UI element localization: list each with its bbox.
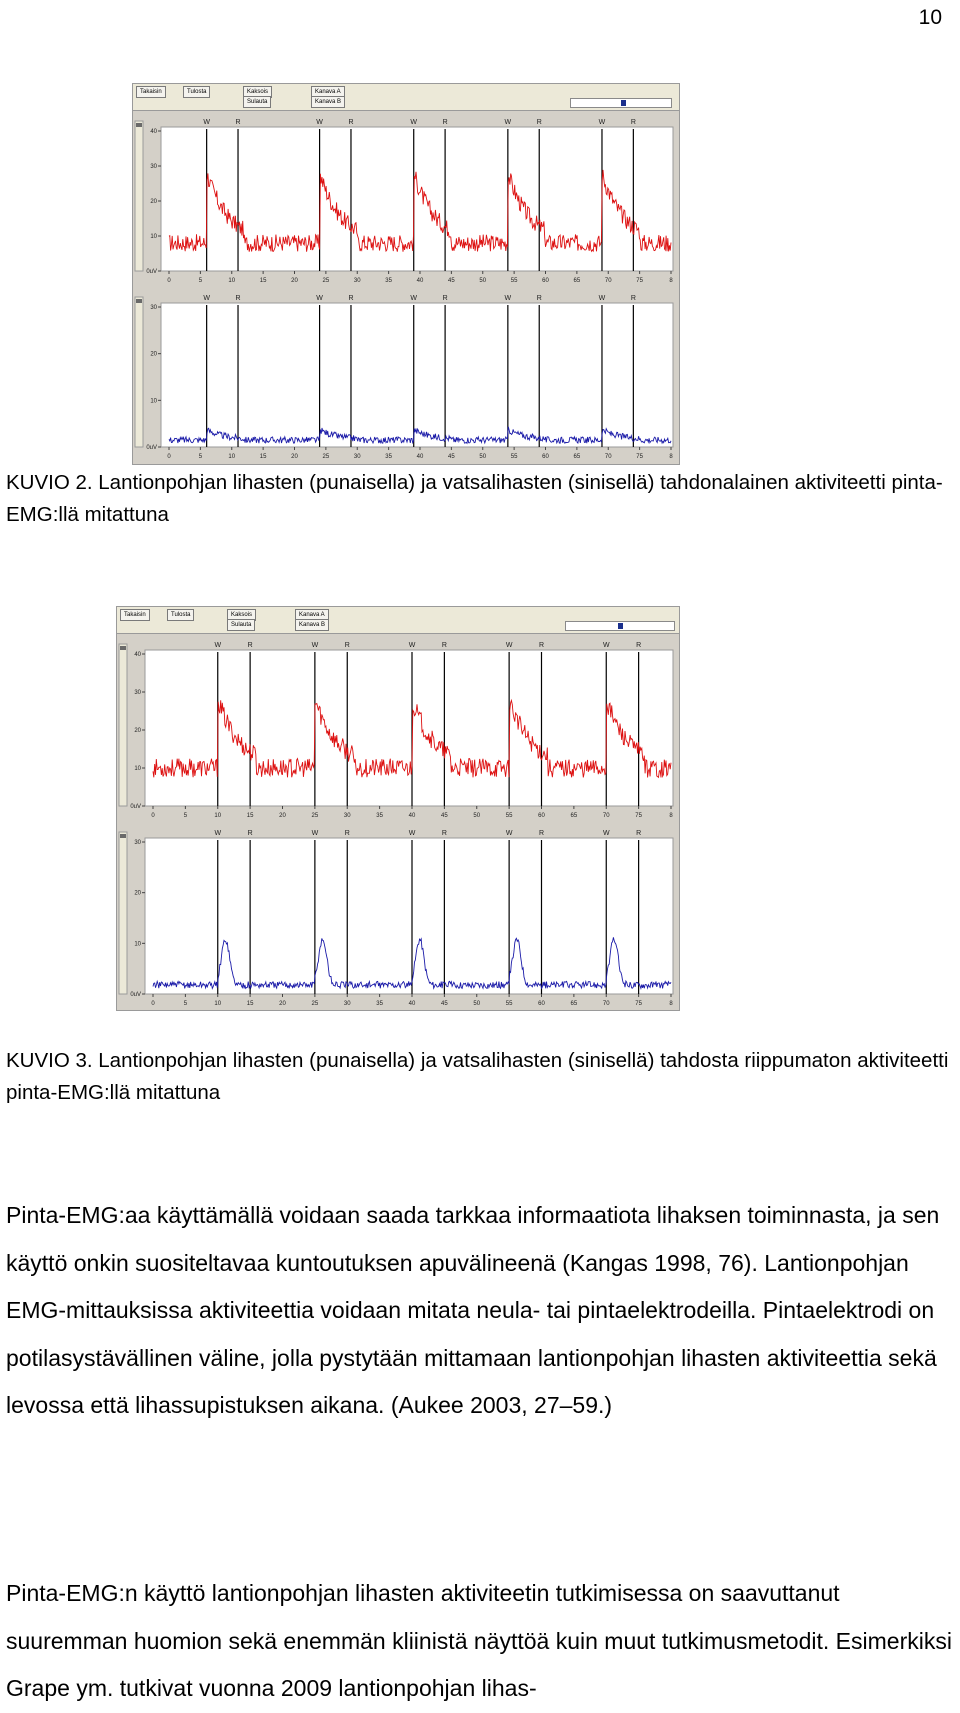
marker-label: W [214, 642, 222, 649]
x-tick-label: 20 [279, 813, 286, 819]
channel-a-button[interactable]: Kanava A [295, 609, 329, 621]
x-tick-label: 15 [259, 454, 267, 460]
x-tick-label: 60 [538, 1001, 545, 1007]
x-tick-label: 55 [505, 813, 513, 819]
marker-label: R [442, 119, 448, 126]
x-tick-label: 15 [246, 813, 254, 819]
x-tick-label: 15 [259, 278, 267, 284]
x-tick-label: 45 [441, 813, 448, 819]
marker-label: R [630, 295, 636, 302]
y-tick-label: 0uV [130, 992, 141, 998]
x-tick-label: 10 [228, 278, 236, 284]
x-tick-label: 70 [604, 278, 612, 284]
marker-label: R [441, 642, 447, 649]
back-button[interactable]: Takaisin [120, 609, 150, 621]
marker-label: W [504, 295, 512, 302]
channel-a-button[interactable]: Kanava A [311, 86, 345, 98]
x-tick-label: 0 [151, 813, 155, 819]
marker-label: R [235, 295, 241, 302]
x-tick-label: 25 [311, 1001, 319, 1007]
figure-toolbar [117, 607, 679, 634]
marker-label: R [536, 119, 542, 126]
x-tick-label: 5 [198, 278, 203, 284]
marker-label: R [538, 642, 545, 649]
x-tick-label: 25 [322, 454, 330, 460]
x-tick-label: 8 [669, 1001, 673, 1007]
x-tick-label: 5 [183, 1001, 188, 1007]
marker-label: R [441, 830, 447, 837]
x-tick-label: 8 [669, 454, 673, 460]
x-tick-label: 65 [570, 813, 578, 819]
figure-2-caption: KUVIO 2. Lantionpohjan lihasten (punaisella) ja vatsalihasten (sinisellä) tahdonalainen aktiviteetti pinta-EMG:llä mitattuna [6, 471, 943, 526]
marker-label: W [203, 119, 210, 126]
x-tick-label: 15 [246, 1001, 254, 1007]
y-tick-label: 0uV [130, 804, 141, 810]
emg-plot [133, 111, 679, 464]
marker-label: W [408, 830, 416, 837]
x-tick-label: 40 [408, 813, 416, 819]
x-tick-label: 55 [510, 454, 518, 460]
body-paragraph: Pinta-EMG:aa käyttämällä voidaan saada tarkkaa informaatiota lihaksen toiminnasta, ja sen käyttö onkin suositeltavaa kuntoutuksen apuvälineenä (Kangas 1998, 76). Lantionpohjan EMG-mittauksissa aktiviteettia voidaan mitata neula- tai pintaelektrodeilla. Pintaelektrodi on potilasystävällinen väline, jolla pystytään mittamaan lantionpohjan lihasten aktiviteettia sekä levossa että lihassupistuksen aikana. (Aukee 2003, 27–59.) [6, 1202, 940, 1418]
marker-label: W [602, 830, 610, 837]
zoom-slider-handle [120, 834, 126, 838]
marker-label: W [505, 830, 513, 837]
marker-label: R [247, 830, 253, 837]
scrollbar-thumb[interactable] [621, 100, 626, 106]
x-tick-label: 35 [385, 454, 392, 460]
x-tick-label: 30 [353, 454, 361, 460]
x-tick-label: 55 [505, 1001, 513, 1007]
marker-label: W [410, 295, 418, 302]
x-tick-label: 8 [669, 278, 673, 284]
figure-3-caption: KUVIO 3. Lantionpohjan lihasten (punaisella) ja vatsalihasten (sinisellä) tahdosta riippumaton aktiviteetti pinta-EMG:llä mitattuna [6, 1049, 949, 1104]
marker-label: W [602, 642, 610, 649]
smooth-button[interactable]: Sulauta [227, 619, 255, 631]
marker-label: W [408, 642, 416, 649]
x-tick-label: 0 [167, 454, 171, 460]
x-tick-label: 65 [570, 1001, 578, 1007]
y-tick-label: 20 [134, 890, 141, 897]
x-tick-label: 40 [408, 1001, 416, 1007]
x-tick-label: 25 [322, 278, 330, 284]
x-tick-label: 60 [542, 454, 549, 460]
zoom-slider-handle [136, 123, 142, 127]
y-tick-label: 10 [134, 766, 141, 772]
x-tick-label: 40 [416, 278, 424, 284]
marker-label: W [598, 119, 606, 126]
y-tick-label: 10 [150, 398, 157, 405]
x-tick-label: 10 [214, 1001, 222, 1007]
y-tick-label: 30 [150, 164, 157, 170]
x-tick-label: 75 [636, 278, 643, 284]
emg-panel [135, 119, 673, 284]
marker-label: W [316, 119, 323, 126]
marker-label: W [598, 295, 606, 302]
y-tick-label: 20 [134, 728, 141, 734]
back-button[interactable]: Takaisin [136, 86, 166, 98]
marker-label: W [505, 642, 513, 649]
print-button[interactable]: Tulosta [167, 609, 194, 621]
plot-area [145, 838, 673, 994]
figure-toolbar [133, 84, 679, 111]
smooth-button[interactable]: Sulauta [243, 96, 271, 108]
x-tick-label: 20 [291, 278, 298, 284]
x-tick-label: 20 [279, 1001, 286, 1007]
x-tick-label: 30 [343, 813, 351, 819]
y-tick-label: 10 [134, 941, 141, 948]
zoom-slider-handle [120, 646, 126, 650]
marker-label: W [203, 295, 210, 302]
zoom-slider [135, 121, 143, 271]
y-tick-label: 30 [134, 840, 141, 846]
marker-label: R [348, 295, 354, 302]
marker-label: R [630, 119, 636, 126]
marker-label: R [344, 830, 350, 837]
plot-area [145, 650, 673, 806]
marker-label: R [442, 295, 448, 302]
x-tick-label: 55 [510, 278, 518, 284]
marker-label: R [538, 830, 545, 837]
x-tick-label: 75 [635, 813, 642, 819]
emg-panel [119, 830, 673, 1007]
marker-label: W [410, 119, 418, 126]
channel-b-button[interactable]: Kanava B [311, 96, 345, 108]
x-tick-label: 70 [602, 1001, 610, 1007]
channel-b-button[interactable]: Kanava B [295, 619, 329, 631]
y-tick-label: 30 [150, 305, 157, 311]
marker-label: R [536, 295, 542, 302]
x-tick-label: 30 [343, 1001, 351, 1007]
x-tick-label: 60 [538, 813, 545, 819]
x-tick-label: 50 [473, 1001, 481, 1007]
x-tick-label: 45 [441, 1001, 448, 1007]
time-scrollbar[interactable] [570, 98, 672, 108]
x-tick-label: 65 [573, 278, 581, 284]
y-tick-label: 40 [134, 652, 141, 658]
x-tick-label: 10 [228, 454, 236, 460]
emg-panel [119, 642, 673, 819]
marker-label: R [636, 642, 642, 649]
marker-label: R [247, 642, 253, 649]
scrollbar-thumb[interactable] [618, 623, 623, 629]
x-tick-label: 0 [167, 278, 171, 284]
marker-label: R [348, 119, 354, 126]
emg-panel [135, 295, 673, 460]
x-tick-label: 60 [542, 278, 549, 284]
zoom-slider [119, 644, 127, 806]
x-tick-label: 50 [479, 454, 487, 460]
marker-label: W [311, 830, 319, 837]
x-tick-label: 5 [183, 813, 188, 819]
x-tick-label: 10 [214, 813, 222, 819]
emg-plot [117, 634, 679, 1010]
marker-label: W [214, 830, 222, 837]
x-tick-label: 30 [353, 278, 361, 284]
marker-label: W [311, 642, 319, 649]
x-tick-label: 45 [448, 278, 455, 284]
double-button[interactable]: Kaksois [227, 609, 256, 621]
page-number: 10 [918, 6, 942, 29]
y-tick-label: 0uV [146, 445, 157, 451]
x-tick-label: 0 [151, 1001, 155, 1007]
x-tick-label: 75 [636, 454, 643, 460]
y-tick-label: 10 [150, 234, 157, 240]
x-tick-label: 45 [448, 454, 455, 460]
x-tick-label: 50 [473, 813, 481, 819]
x-tick-label: 65 [573, 454, 581, 460]
emg-figure-involuntary [116, 606, 680, 1011]
y-tick-label: 0uV [146, 269, 157, 275]
x-tick-label: 8 [669, 813, 673, 819]
marker-label: R [636, 830, 642, 837]
x-tick-label: 35 [376, 813, 383, 819]
body-paragraph: Pinta-EMG:n käyttö lantionpohjan lihasten aktiviteetin tutkimisessa on saavuttanut suuremman huomion sekä enemmän kliinistä näyttöä kuin muut tutkimusmetodit. Esimerkiksi Grape ym. tutkivat vuonna 2009 lantionpohjan lihas- [6, 1580, 952, 1701]
y-tick-label: 40 [150, 129, 157, 135]
marker-label: W [316, 295, 323, 302]
x-tick-label: 40 [416, 454, 424, 460]
x-tick-label: 75 [635, 1001, 642, 1007]
x-tick-label: 5 [198, 454, 203, 460]
x-tick-label: 35 [385, 278, 392, 284]
x-tick-label: 20 [291, 454, 298, 460]
x-tick-label: 25 [311, 813, 319, 819]
zoom-slider [119, 832, 127, 994]
print-button[interactable]: Tulosta [183, 86, 210, 98]
zoom-slider-handle [136, 299, 142, 303]
zoom-slider [135, 297, 143, 447]
time-scrollbar[interactable] [565, 621, 675, 631]
x-tick-label: 50 [479, 278, 487, 284]
emg-figure-voluntary [132, 83, 680, 465]
marker-label: R [344, 642, 350, 649]
x-tick-label: 35 [376, 1001, 383, 1007]
marker-label: W [504, 119, 512, 126]
x-tick-label: 70 [604, 454, 612, 460]
y-tick-label: 30 [134, 690, 141, 696]
y-tick-label: 20 [150, 199, 157, 205]
double-button[interactable]: Kaksois [243, 86, 272, 98]
x-tick-label: 70 [602, 813, 610, 819]
marker-label: R [235, 119, 241, 126]
y-tick-label: 20 [150, 351, 157, 358]
